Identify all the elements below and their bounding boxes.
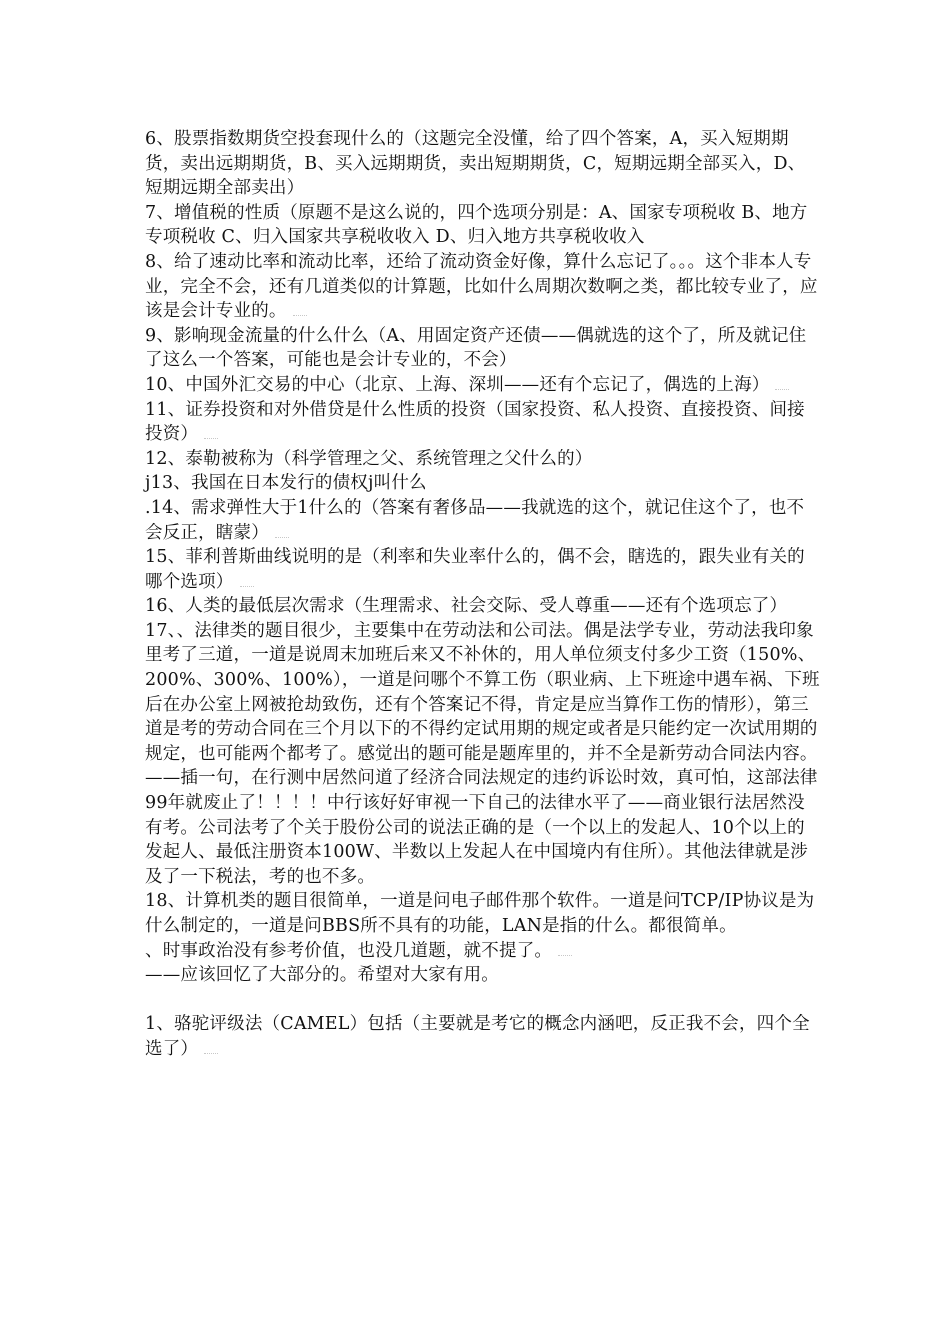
dotted-mark [775,379,789,390]
paragraph-current-affairs-text: 、时事政治没有参考价值，也没几道题，就不提了。 [145,940,553,961]
paragraph-10 [145,373,820,398]
paragraph-14 [145,496,820,545]
paragraph-11 [145,398,820,447]
paragraph-6: 6、股票指数期货空投套现什么的（这题完全没懂，给了四个答案，A，买入短期期货，卖出远期期货，B、买入远期期货，卖出短期期货，C，短期远期全部买入，D、短期远期全部卖出） [145,129,806,199]
paragraph-13: j13、我国在日本发行的债权j叫什么 [145,473,427,494]
dotted-mark [558,945,572,956]
paragraph-camel-text: 1、骆驼评级法（CAMEL）包括（主要就是考它的概念内涵吧，反正我不会，四个全选了） [145,1014,810,1059]
dotted-mark [240,576,254,587]
paragraph-closing: ——应该回忆了大部分的。希望对大家有用。 [145,965,499,986]
dotted-mark [275,527,289,538]
paragraph-15-text: 15、菲利普斯曲线说明的是（利率和失业率什么的，偶不会，瞎选的，跟失业有关的哪个选项） [145,547,805,592]
paragraph-18: 18、计算机类的题目很简单，一道是问电子邮件那个软件。一道是问TCP/IP协议是为什么制定的，一道是问BBS所不具有的功能，LAN是指的什么。都很简单。 [145,891,815,936]
paragraph-10-text: 10、中国外汇交易的中心（北京、上海、深圳——还有个忘记了，偶选的上海） [145,374,770,395]
dotted-mark [204,428,218,439]
paragraph-16: 16、人类的最低层次需求（生理需求、社会交际、受人尊重——还有个选项忘了） [145,596,788,617]
paragraph-camel [145,1012,820,1061]
dotted-mark [293,305,307,316]
paragraph-current-affairs [145,939,820,964]
paragraph-7: 7、增值税的性质（原题不是这么说的，四个选项分别是：A、国家专项税收 B、地方专项税收 C、归入国家共享税收收入 D、归入地方共享税收收入 [145,202,808,248]
blank-line [145,988,820,1013]
dotted-mark [204,1043,218,1054]
paragraph-9: 9、影响现金流量的什么什么（A、用固定资产还债——偶就选的这个了，所及就记住了这么一个答案，可能也是会计专业的，不会） [145,325,807,371]
paragraph-11-text: 11、证券投资和对外借贷是什么性质的投资（国家投资、私人投资、直接投资、间接投资） [145,399,805,445]
paragraph-14-text: .14、需求弹性大于1什么的（答案有奢侈品——我就选的这个，就记住这个了，也不会反正，瞎蒙） [145,497,805,543]
paragraph-8-text: 8、给了速动比率和流动比率，还给了流动资金好像，算什么忘记了。。。这个非本人专业，完全不会，还有几道类似的计算题，比如什么周期次数啊之类，都比较专业了，应该是会计专业的。 [145,251,818,322]
paragraph-12: 12、泰勒被称为（科学管理之父、系统管理之父什么的） [145,448,593,469]
paragraph-17: 17、、法律类的题目很少，主要集中在劳动法和公司法。偶是法学专业，劳动法我印象里考了三道，一道是说周末加班后来又不补休的，用人单位须支付多少工资（150%、200%、300%、100%），一道是问哪个不算工伤（职业病、上下班途中遇车祸、下班后在办公室上网被抢劫致伤，还有个答案记不得，肯定是应当算作工伤的情形），第三道是考的劳动合同在三个月以下的不得约定试用期的规定或者是只能约定一次试用期的规定，也可能两个都考了。感觉出的题可能是题库里的，并不全是新劳动合同法内容。——插一句，在行测中居然问道了经济合同法规定的违约诉讼时效，真可怕，这部法律99年就废止了！！！！中行该好好审视一下自己的法律水平了——商业银行法居然没有考。公司法考了个关于股份公司的说法正确的是（一个以上的发起人、10个以上的发起人、最低注册资本100W、半数以上发起人在中国境内有住所）。其他法律就是涉及了一下税法，考的也不多。 [145,620,820,887]
document-body [145,127,820,1062]
paragraph-15 [145,545,820,594]
paragraph-8 [145,250,820,324]
